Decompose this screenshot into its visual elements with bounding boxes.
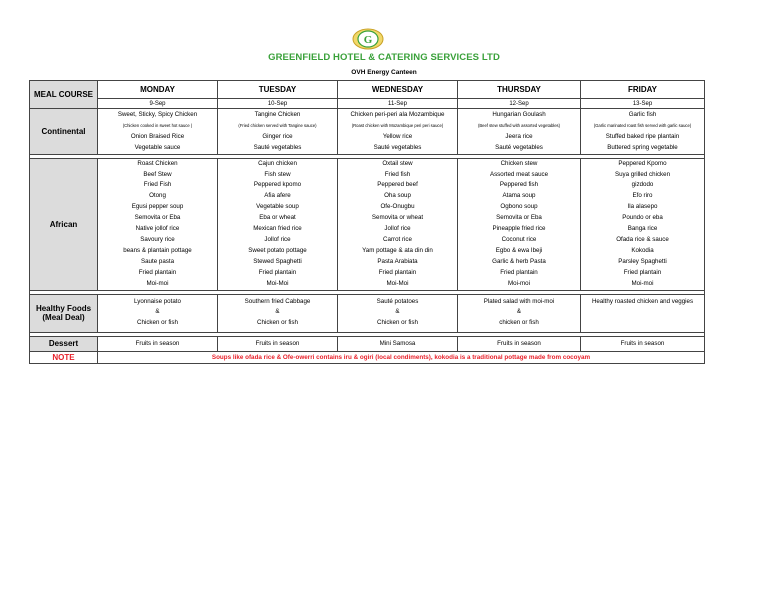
continental-row	[30, 109, 705, 155]
african-wednesday	[338, 158, 458, 290]
menu-item: Semovita or wheat	[371, 214, 424, 222]
menu-item: gizdodo	[631, 181, 654, 189]
healthy-monday	[98, 294, 218, 332]
day-wednesday: WEDNESDAY	[338, 81, 458, 99]
day-friday: FRIDAY	[581, 81, 705, 99]
menu-item: Carrot rice	[383, 235, 412, 243]
dessert-friday: Fruits in season	[581, 336, 705, 351]
course-label-healthy-foods	[30, 294, 98, 332]
hotel-title: GREENFIELD HOTEL & CATERING SERVICES LTD	[268, 52, 500, 63]
menu-item: Efo riro	[632, 192, 653, 200]
menu-item: Coconut rice	[501, 235, 537, 243]
menu-item: Kokodia	[631, 246, 654, 254]
menu-item: Chicken or fish	[137, 319, 178, 327]
menu-item: Sauté vegetables	[253, 143, 302, 151]
menu-item-description: (Chicken cooked in sweet hot sauce )	[122, 122, 193, 128]
menu-item: Savoury rice	[140, 235, 175, 243]
menu-item: Southern fried Cabbage	[244, 297, 311, 305]
menu-item: Native jollof rice	[135, 225, 180, 233]
note-row	[30, 351, 705, 363]
african-friday	[581, 158, 705, 290]
menu-item: Roast Chicken	[137, 159, 178, 167]
menu-item: Garlic & herb Pasta	[492, 257, 546, 265]
note-text: Soups like ofada rice & Ofe-owerri contains iru & ogiri (local condiments), kokodia is a traditional pottage made from cocoyam	[98, 351, 705, 363]
menu-item: Semovita or Eba	[134, 214, 181, 222]
menu-item: Beef Stew	[143, 170, 172, 178]
menu-item: Moi-Moi	[386, 279, 409, 287]
healthy-tuesday	[218, 294, 338, 332]
menu-item: Onion Braised Rice	[130, 132, 185, 140]
menu-item: Peppered kpomo	[253, 181, 302, 189]
menu-item: Moi-moi	[146, 279, 169, 287]
menu-item: Chicken or fish	[257, 319, 298, 327]
healthy-label-line1: Healthy Foods	[35, 304, 92, 313]
menu-item: Ofe-Onugbu	[380, 203, 415, 211]
menu-item: Stuffed baked ripe plantain	[605, 132, 680, 140]
menu-item: Lyonnaise potato	[134, 297, 181, 305]
healthy-thursday	[458, 294, 581, 332]
african-thursday	[458, 158, 581, 290]
dessert-monday: Fruits in season	[98, 336, 218, 351]
healthy-wednesday	[338, 294, 458, 332]
healthy-foods-row	[30, 294, 705, 332]
menu-item: Oxtail stew	[382, 159, 413, 167]
menu-item: Stewed Spaghetti	[253, 257, 302, 265]
menu-item: &	[395, 308, 400, 316]
healthy-label-line2: (Meal Deal)	[42, 313, 85, 322]
menu-item: Atama soup	[502, 192, 536, 200]
african-monday	[98, 158, 218, 290]
date-tuesday: 10-Sep	[218, 99, 338, 109]
menu-item-description: (Garlic marinated roast fish served with garlic sauce)	[593, 122, 692, 128]
menu-item: Healthy roasted chicken and veggies	[591, 297, 694, 305]
continental-friday	[581, 109, 705, 155]
logo-letter: G	[363, 34, 373, 46]
menu-item: Cajun chicken	[258, 159, 297, 167]
date-row	[30, 99, 705, 109]
menu-item: Peppered Kpomo	[618, 159, 667, 167]
menu-item: Fried Fish	[143, 181, 172, 189]
day-header-row	[30, 81, 705, 99]
canteen-subtitle: OVH Energy Canteen	[351, 69, 417, 76]
meal-course-header: MEAL COURSE	[30, 81, 98, 109]
menu-item: Ila alasepo	[627, 203, 658, 211]
menu-item: Hungarian Goulash	[492, 111, 546, 118]
menu-item: Sauté potatoes	[376, 297, 419, 305]
menu-item: Peppered fish	[499, 181, 539, 189]
menu-item: Egbo & ewa Ibeji	[495, 246, 543, 254]
course-label-dessert: Dessert	[30, 336, 98, 351]
menu-item: Fried plantain	[378, 268, 417, 276]
menu-item: &	[516, 308, 522, 316]
menu-item: Suya grilled chicken	[614, 170, 671, 178]
weekly-menu-table	[29, 80, 705, 364]
date-monday: 9-Sep	[98, 99, 218, 109]
menu-item: Sauté vegetables	[495, 143, 543, 151]
menu-item: Peppered beef	[377, 181, 418, 189]
course-label-continental: Continental	[30, 109, 98, 155]
menu-item: Jeera rice	[505, 132, 533, 140]
continental-tuesday	[218, 109, 338, 155]
menu-item-description: (Beef stew stuffed with assorted vegetables)	[477, 122, 561, 128]
continental-monday	[98, 109, 218, 155]
menu-item: Yellow rice	[382, 132, 413, 140]
menu-item: Saute pasta	[140, 257, 175, 265]
date-friday: 13-Sep	[581, 99, 705, 109]
menu-item: Oha soup	[384, 192, 411, 200]
menu-item: Eba or wheat	[259, 214, 296, 222]
healthy-friday	[581, 294, 705, 332]
menu-item: Mexican fried rice	[253, 225, 302, 233]
menu-item: Ogbono soup	[500, 203, 538, 211]
menu-item: chicken or fish	[499, 319, 539, 327]
menu-item: Chicken or fish	[377, 319, 418, 327]
menu-item: &	[275, 308, 280, 316]
day-monday: MONDAY	[98, 81, 218, 99]
african-row	[30, 158, 705, 290]
menu-item: Sauté vegetables	[373, 143, 422, 151]
menu-item: Semovita or Eba	[496, 214, 542, 222]
menu-item: Garlic fish	[628, 111, 657, 118]
menu-item: Tangine Chicken	[254, 111, 301, 118]
menu-item: Sweet potato pottage	[248, 246, 307, 254]
menu-item: Ofada rice & sauce	[616, 235, 669, 243]
menu-item: Fried plantain	[500, 268, 538, 276]
menu-item: Jollof rice	[384, 225, 411, 233]
menu-item: Fish stew	[264, 170, 291, 178]
menu-item: Banga rice	[627, 225, 658, 233]
menu-item-description: (Roast chicken with Mozambique peri peri sauce)	[351, 122, 444, 128]
menu-item: Fried plantain	[258, 268, 297, 276]
menu-item: Chicken stew	[500, 159, 538, 167]
dessert-tuesday: Fruits in season	[218, 336, 338, 351]
note-label: NOTE	[30, 351, 98, 363]
dessert-row	[30, 336, 705, 351]
menu-item: Poundo or eba	[622, 214, 663, 222]
date-thursday: 12-Sep	[458, 99, 581, 109]
menu-item: Vegetable sauce	[134, 143, 181, 151]
menu-item: Moi-moi	[507, 279, 530, 287]
menu-item: Fried plantain	[138, 268, 177, 276]
menu-item: Assorted meat sauce	[489, 170, 549, 178]
dessert-wednesday: Mini Samosa	[338, 336, 458, 351]
menu-item: Jollof rice	[264, 235, 291, 243]
menu-item: Buttered spring vegetable	[607, 143, 678, 151]
menu-item: Vegetable soup	[256, 203, 299, 211]
dessert-thursday: Fruits in season	[458, 336, 581, 351]
menu-item: Pasta Arabiata	[377, 257, 418, 265]
menu-item-description: (Fried chicken served with Tangine sauce)	[238, 122, 317, 128]
menu-item: Ginger rice	[262, 132, 293, 140]
menu-item: Sweet, Sticky, Spicy Chicken	[117, 111, 198, 118]
menu-item: Plated salad with moi-moi	[483, 297, 555, 305]
menu-item: Otong	[149, 192, 166, 200]
day-thursday: THURSDAY	[458, 81, 581, 99]
menu-item: Moi-Moi	[266, 279, 289, 287]
menu-item: Chicken peri-peri ala Mozambique	[350, 111, 445, 118]
menu-item: Egusi pepper soup	[131, 203, 184, 211]
menu-item: Yam pottage & ata din din	[362, 246, 433, 254]
date-wednesday: 11-Sep	[338, 99, 458, 109]
menu-item: beans & plantain pottage	[123, 246, 192, 254]
menu-item: Fried plantain	[623, 268, 662, 276]
menu-item: Moi-moi	[631, 279, 654, 287]
continental-thursday	[458, 109, 581, 155]
continental-wednesday	[338, 109, 458, 155]
african-tuesday	[218, 158, 338, 290]
menu-item: Parsley Spaghetti	[618, 257, 667, 265]
menu-item: Pineapple fried rice	[492, 225, 546, 233]
menu-item: Fried fish	[384, 170, 411, 178]
menu-item: &	[155, 308, 160, 316]
course-label-african: African	[30, 158, 98, 290]
greenfield-logo	[352, 28, 384, 50]
menu-item: Afia afere	[264, 192, 291, 200]
day-tuesday: TUESDAY	[218, 81, 338, 99]
